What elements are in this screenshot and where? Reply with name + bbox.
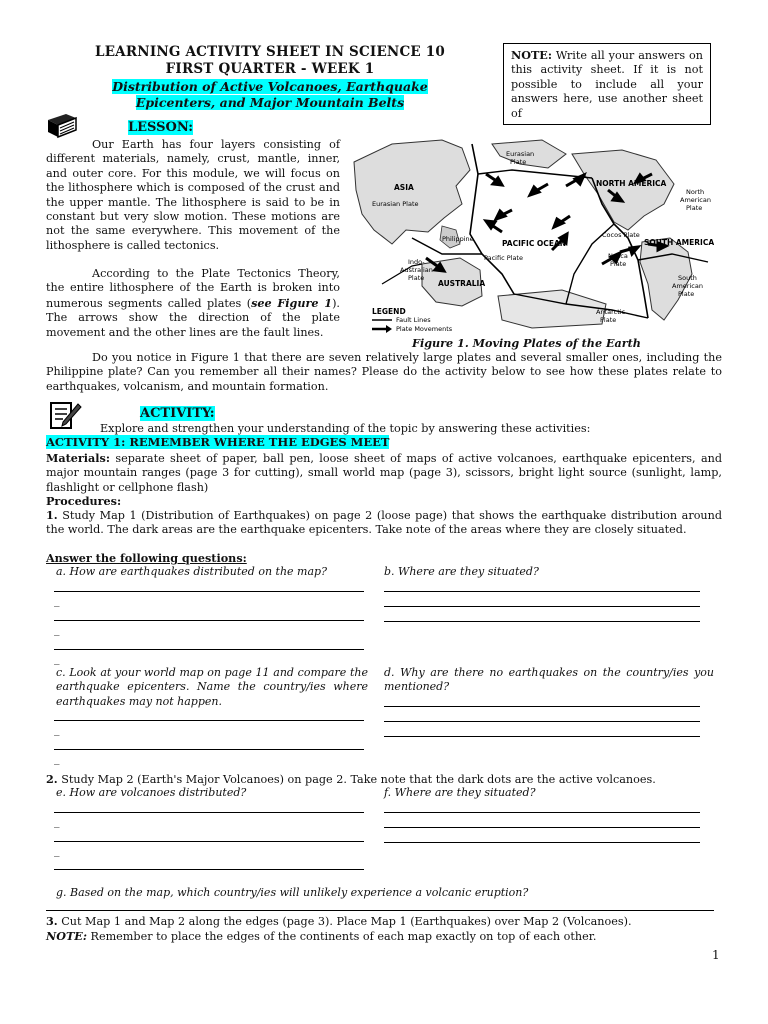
page-number: 1 bbox=[712, 948, 720, 962]
label-pacific-plate: Pacific Plate bbox=[484, 254, 523, 262]
answer-dash-e1: _ bbox=[54, 815, 60, 828]
question-f: f. Where are they situated? bbox=[384, 786, 536, 799]
step-2-number: 2. bbox=[46, 772, 58, 786]
activity-1-title bbox=[46, 435, 389, 449]
label-cocos-plate: Cocos Plate bbox=[602, 231, 640, 239]
note-label: NOTE: bbox=[511, 48, 552, 62]
answer-heading: Answer the following questions: bbox=[46, 551, 247, 565]
label-australia: AUSTRALIA bbox=[438, 279, 486, 288]
label-eurasian-top-1: Eurasian bbox=[506, 150, 535, 158]
label-eurasian-top-2: Plate bbox=[510, 158, 527, 166]
step-3-note-text: Remember to place the edges of the continents of each map exactly on top of each other. bbox=[86, 930, 597, 943]
legend-fault-lines: Fault Lines bbox=[396, 316, 431, 324]
answer-dash-c1: _ bbox=[54, 723, 60, 736]
topic-line-1: Distribution of Active Volcanoes, Earthquake bbox=[112, 79, 428, 94]
lesson-heading bbox=[128, 120, 193, 135]
topic-title bbox=[60, 79, 480, 111]
materials bbox=[46, 451, 722, 495]
step-1 bbox=[46, 508, 722, 538]
label-sa-plate-1: South bbox=[678, 274, 697, 282]
label-north-america: NORTH AMERICA bbox=[596, 179, 667, 188]
book-icon bbox=[44, 110, 80, 140]
answer-line-f3[interactable] bbox=[384, 842, 700, 843]
label-antarctic-1: Antarctic bbox=[596, 308, 626, 316]
label-antarctic-2: Plate bbox=[600, 316, 617, 324]
materials-text: separate sheet of paper, ball pen, loose sheet of maps of active volcanoes, earthquake epicenters, and major mountain ranges (page 3 for cutting), small world map (page 3), scissors, bright light source (sunlight, lamp, flashlight or cellphone flash) bbox=[46, 452, 722, 494]
answer-line-d1[interactable] bbox=[384, 706, 700, 707]
label-sa-plate-3: Plate bbox=[678, 290, 695, 298]
lesson-paragraph-2 bbox=[46, 267, 340, 340]
procedures-label: Procedures: bbox=[46, 494, 122, 508]
label-indo-2: Australian bbox=[400, 266, 433, 274]
answer-dash-a1: _ bbox=[54, 594, 60, 607]
answer-line-e3[interactable] bbox=[54, 869, 364, 870]
legend-title: LEGEND bbox=[372, 307, 406, 316]
label-na-plate-1: North bbox=[686, 188, 705, 196]
step-3-number: 3. bbox=[46, 914, 58, 928]
label-sa-plate-2: American bbox=[672, 282, 703, 290]
step-3-text: Cut Map 1 and Map 2 along the edges (page 3). Place Map 1 (Earthquakes) over Map 2 (Volcanoes). bbox=[57, 915, 632, 928]
activity-1-title-text: ACTIVITY 1: REMEMBER WHERE THE EDGES MEET bbox=[46, 435, 390, 449]
lesson-paragraph-3: Do you notice in Figure 1 that there are seven relatively large plates and several smaller ones, including the Philippine plate? Can you remember all their names? Please do the activity below to see how these plates relate to earthquakes, volcanism, and mountain formation. bbox=[46, 351, 722, 393]
question-d: d. Why are there no earthquakes on the country/ies you mentioned? bbox=[384, 666, 714, 694]
answer-dash-e2: _ bbox=[54, 844, 60, 857]
question-b: b. Where are they situated? bbox=[384, 565, 539, 578]
label-eurasian-plate: Eurasian Plate bbox=[372, 200, 419, 208]
answer-line-b3[interactable] bbox=[384, 621, 700, 622]
figure-caption: Figure 1. Moving Plates of the Earth bbox=[412, 336, 641, 350]
answer-line-f1[interactable] bbox=[384, 812, 700, 813]
activity-heading-text: ACTIVITY: bbox=[140, 406, 215, 421]
answer-line-a3[interactable] bbox=[54, 649, 364, 650]
answer-line-f2[interactable] bbox=[384, 827, 700, 828]
answer-line-a2[interactable] bbox=[54, 620, 364, 621]
label-asia: ASIA bbox=[394, 183, 414, 192]
question-g: g. Based on the map, which country/ies will unlikely experience a volcanic eruption? bbox=[56, 886, 529, 899]
step-3-note-label: NOTE: bbox=[46, 929, 87, 943]
quarter-week: FIRST QUARTER - WEEK 1 bbox=[165, 61, 375, 77]
activity-intro: Explore and strengthen your understanding of the topic by answering these activities: bbox=[100, 422, 591, 435]
sheet-title: LEARNING ACTIVITY SHEET IN SCIENCE 10 bbox=[95, 44, 445, 60]
note-box bbox=[503, 43, 711, 125]
label-nazca-2: Plate bbox=[610, 260, 627, 268]
answer-line-e2[interactable] bbox=[54, 841, 364, 842]
step-3-note bbox=[46, 929, 726, 944]
answer-dash-c2: _ bbox=[54, 752, 60, 765]
question-e: e. How are volcanoes distributed? bbox=[56, 786, 247, 799]
label-pacific-ocean: PACIFIC OCEAN bbox=[502, 239, 567, 248]
lesson-paragraph-1: Our Earth has four layers consisting of different materials, namely, crust, mantle, inner, and outer core. For this module, we will focus on the lithosphere which is composed of the crust and the upper mantle. The lithosphere is said to be in constant but very slow motion. These motions are not the same everywhere. This movement of the lithosphere is called tectonics. bbox=[46, 138, 340, 252]
answer-line-d2[interactable] bbox=[384, 721, 700, 722]
answer-line-e1[interactable] bbox=[54, 812, 364, 813]
figure-reference: see Figure 1 bbox=[251, 295, 333, 310]
materials-label: Materials: bbox=[46, 451, 110, 465]
p2-start: According to the Plate Tectonics Theory, the entire lithosphere of the Earth is broken into numerous segments called plates ( bbox=[46, 267, 340, 310]
step-1-number: 1. bbox=[46, 508, 58, 522]
answer-line-g1[interactable] bbox=[46, 910, 714, 911]
question-c: c. Look at your world map on page 11 and compare the earthquake epicenters. Name the country/ies where earthquakes may not happen. bbox=[56, 666, 368, 708]
answer-line-b1[interactable] bbox=[384, 591, 700, 592]
label-nazca-1: Nazca bbox=[608, 252, 628, 260]
step-1-text: Study Map 1 (Distribution of Earthquakes) on page 2 (loose page) that shows the earthquake distribution around the world. The dark areas are the earthquake epicenters. Take note of the areas where they are closely situated. bbox=[46, 509, 722, 537]
label-na-plate-3: Plate bbox=[686, 204, 703, 212]
legend-plate-movements: Plate Movements bbox=[396, 325, 453, 333]
topic-line-2: Epicenters, and Major Mountain Belts bbox=[135, 95, 405, 110]
note-text: Write all your answers on this activity sheet. If it is not possible to include all your answers here, use another sheet of bbox=[511, 49, 703, 120]
answer-line-b2[interactable] bbox=[384, 606, 700, 607]
answer-line-a1[interactable] bbox=[54, 591, 364, 592]
answer-dash-a2: _ bbox=[54, 623, 60, 636]
lesson-heading-text: LESSON: bbox=[128, 120, 194, 135]
label-philippine: Philippine bbox=[442, 235, 474, 243]
plate-map-figure bbox=[352, 134, 714, 334]
answer-line-c2[interactable] bbox=[54, 749, 364, 750]
worksheet-pencil-icon bbox=[48, 400, 82, 430]
p2-end: ). The arrows show the direction of the plate movement and the other lines are the fault lines. bbox=[46, 296, 340, 339]
label-south-america: SOUTH AMERICA bbox=[644, 238, 714, 247]
question-a: a. How are earthquakes distributed on the map? bbox=[56, 565, 327, 578]
label-na-plate-2: American bbox=[680, 196, 711, 204]
activity-heading bbox=[140, 406, 215, 421]
answer-dash-a3: _ bbox=[54, 652, 60, 665]
label-indo-3: Plate bbox=[408, 274, 425, 282]
label-indo-1: Indo- bbox=[408, 258, 425, 266]
step-2-text: Study Map 2 (Earth's Major Volcanoes) on page 2. Take note that the dark dots are the active volcanoes. bbox=[57, 773, 656, 786]
answer-line-d3[interactable] bbox=[384, 736, 700, 737]
step-3 bbox=[46, 914, 726, 929]
answer-line-c1[interactable] bbox=[54, 720, 364, 721]
